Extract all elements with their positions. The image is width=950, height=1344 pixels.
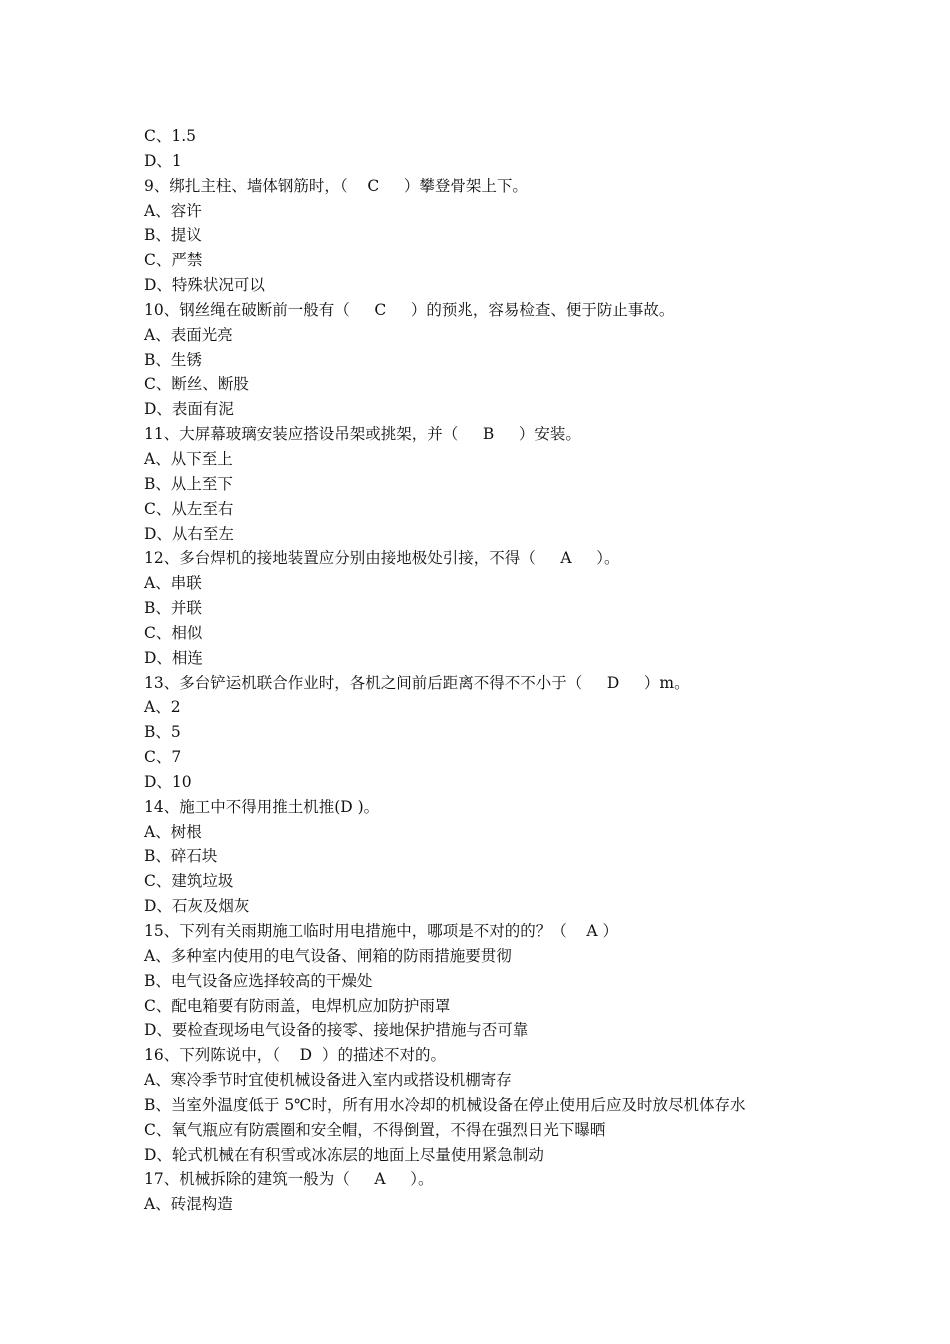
option-d: D、从右至左 xyxy=(144,524,234,543)
option-d: D、石灰及烟灰 xyxy=(144,897,250,916)
option-c: C、从左至右 xyxy=(144,499,234,518)
option-b: B、提议 xyxy=(144,226,202,245)
question-11: 11、大屏幕玻璃安装应搭设吊架或挑架，并（ B ）安装。 xyxy=(144,425,581,444)
option-a: A、串联 xyxy=(144,574,202,593)
option-a: A、2 xyxy=(144,698,181,717)
option-b: B、5 xyxy=(144,723,181,742)
option-d: D、特殊状况可以 xyxy=(144,276,265,295)
option-a: A、容许 xyxy=(144,201,202,220)
question-12: 12、多台焊机的接地装置应分别由接地极处引接，不得（ A ）。 xyxy=(144,549,620,568)
question-17: 17、机械拆除的建筑一般为（ A ）。 xyxy=(144,1170,434,1189)
question-13: 13、多台铲运机联合作业时，各机之间前后距离不得不不小于（ D ）m。 xyxy=(144,673,690,692)
option-d: D、要检查现场电气设备的接零、接地保护措施与否可靠 xyxy=(144,1021,529,1040)
option-d: D、表面有泥 xyxy=(144,400,234,419)
option-b: B、电气设备应选择较高的干燥处 xyxy=(144,971,373,990)
option-b: B、当室外温度低于 5℃时，所有用水冷却的机械设备在停止使用后应及时放尽机体存水 xyxy=(144,1095,746,1114)
option-c: C、配电箱要有防雨盖，电焊机应加防护雨罩 xyxy=(144,996,451,1015)
option-a: A、从下至上 xyxy=(144,449,233,468)
option-c: C、氧气瓶应有防震圈和安全帽，不得倒置，不得在强烈日光下曝晒 xyxy=(144,1120,606,1139)
option-a: A、砖混构造 xyxy=(144,1195,233,1214)
option-b: B、并联 xyxy=(144,599,202,618)
option-c: C、严禁 xyxy=(144,251,203,270)
option-c: C、断丝、断股 xyxy=(144,375,249,394)
option-c: C、7 xyxy=(144,748,182,767)
option-a: A、寒冷季节时宜使机械设备进入室内或搭设机棚寄存 xyxy=(144,1071,512,1090)
option-a: A、多种室内使用的电气设备、闸箱的防雨措施要贯彻 xyxy=(144,946,512,965)
document-body xyxy=(144,124,844,1217)
option-a: A、表面光亮 xyxy=(144,325,233,344)
option-c: C、相似 xyxy=(144,623,203,642)
option-c: C、建筑垃圾 xyxy=(144,872,234,891)
option-a: A、树根 xyxy=(144,822,202,841)
option-d: D、10 xyxy=(144,772,192,791)
option-d: D、1 xyxy=(144,151,182,170)
option-c: C、1.5 xyxy=(144,127,197,145)
question-9: 9、绑扎主柱、墙体钢筋时，（ C ）攀登骨架上下。 xyxy=(144,176,528,195)
option-b: B、生锈 xyxy=(144,350,202,369)
question-16: 16、下列陈说中，（ D ）的描述不对的。 xyxy=(144,1046,446,1065)
option-d: D、轮式机械在有积雪或冰冻层的地面上尽量使用紧急制动 xyxy=(144,1145,544,1164)
option-d: D、相连 xyxy=(144,648,203,667)
question-10: 10、钢丝绳在破断前一般有（ C ）的预兆，容易检查、便于防止事故。 xyxy=(144,300,675,319)
question-15: 15、下列有关雨期施工临时用电措施中，哪项是不对的的？（ A ） xyxy=(144,922,619,940)
option-b: B、碎石块 xyxy=(144,847,218,866)
option-b: B、从上至下 xyxy=(144,474,233,493)
question-14: 14、施工中不得用推土机推(D )。 xyxy=(144,797,380,816)
